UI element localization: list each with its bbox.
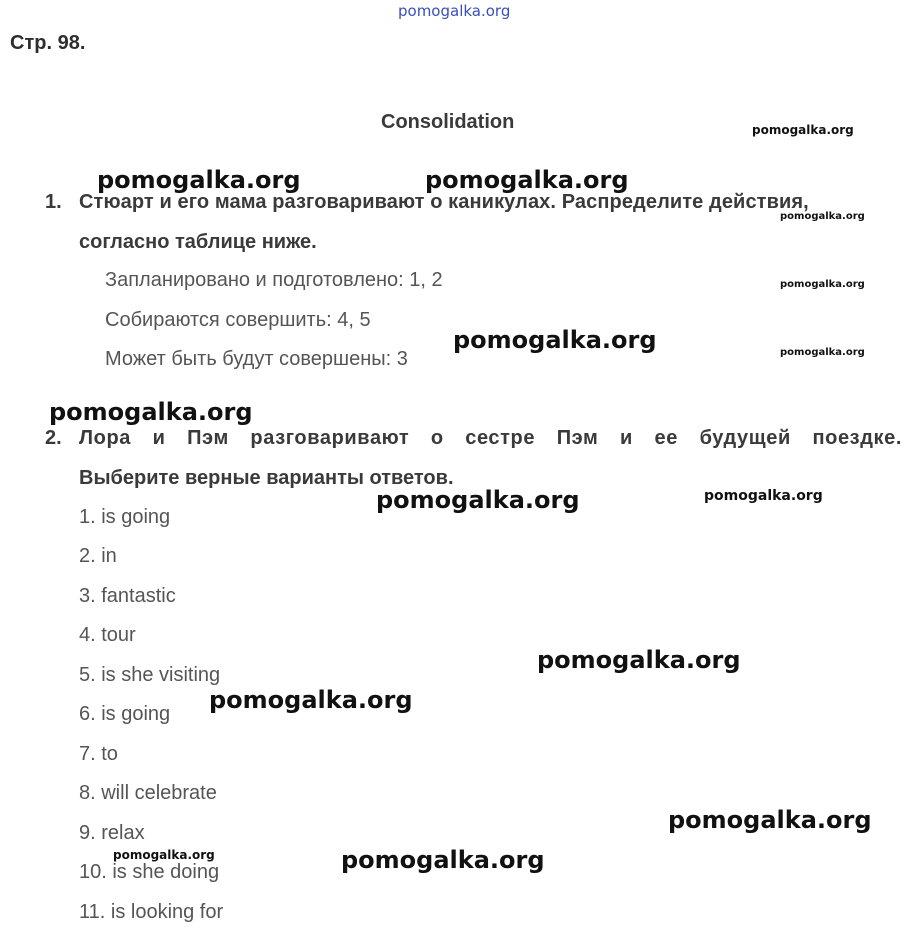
watermark: pomogalka.org	[780, 347, 865, 358]
task1-number: 1.	[45, 191, 62, 213]
watermark: pomogalka.org	[209, 686, 413, 714]
task2-answer-9: 9. relax	[79, 822, 145, 844]
watermark: pomogalka.org	[113, 848, 215, 862]
watermark: pomogalka.org	[704, 488, 823, 504]
watermark: pomogalka.org	[341, 846, 545, 874]
task2-answer-7: 7. to	[79, 743, 118, 765]
task2-answer-6: 6. is going	[79, 703, 171, 725]
task2-answer-8: 8. will celebrate	[79, 782, 217, 804]
task2-line1: Лора и Пэм разговаривают о сестре Пэм и ее будущей поездке.	[79, 427, 902, 449]
watermark: pomogalka.org	[376, 486, 580, 514]
task2-number: 2.	[45, 427, 62, 449]
task2-answer-3: 3. fantastic	[79, 585, 176, 607]
task1-answer-2: Собираются совершить: 4, 5	[105, 309, 371, 331]
task1-answer-1: Запланировано и подготовлено: 1, 2	[105, 269, 443, 291]
page-label: Стр. 98.	[10, 32, 86, 54]
watermark: pomogalka.org	[752, 123, 854, 137]
watermark: pomogalka.org	[425, 166, 629, 194]
task2-answer-11: 11. is looking for	[79, 901, 224, 923]
watermark: pomogalka.org	[453, 326, 657, 354]
task2-answer-10: 10. is she doing	[79, 861, 220, 883]
top-watermark: pomogalka.org	[398, 2, 511, 20]
section-title: Consolidation	[381, 111, 515, 133]
task2-answer-2: 2. in	[79, 545, 117, 567]
watermark: pomogalka.org	[537, 646, 741, 674]
watermark: pomogalka.org	[49, 398, 253, 426]
task2-line2: Выберите верные варианты ответов.	[79, 467, 454, 489]
task2-answer-5: 5. is she visiting	[79, 664, 221, 686]
watermark: pomogalka.org	[668, 806, 872, 834]
watermark: pomogalka.org	[97, 166, 301, 194]
task1-line2: согласно таблице ниже.	[79, 231, 317, 253]
task1-answer-3: Может быть будут совершены: 3	[105, 348, 408, 370]
task2-answer-1: 1. is going	[79, 506, 171, 528]
task2-answer-4: 4. tour	[79, 624, 136, 646]
watermark: pomogalka.org	[780, 279, 865, 290]
task1-line1: Стюарт и его мама разговаривают о каникулах. Распределите действия,	[79, 191, 809, 213]
watermark: pomogalka.org	[780, 211, 865, 222]
